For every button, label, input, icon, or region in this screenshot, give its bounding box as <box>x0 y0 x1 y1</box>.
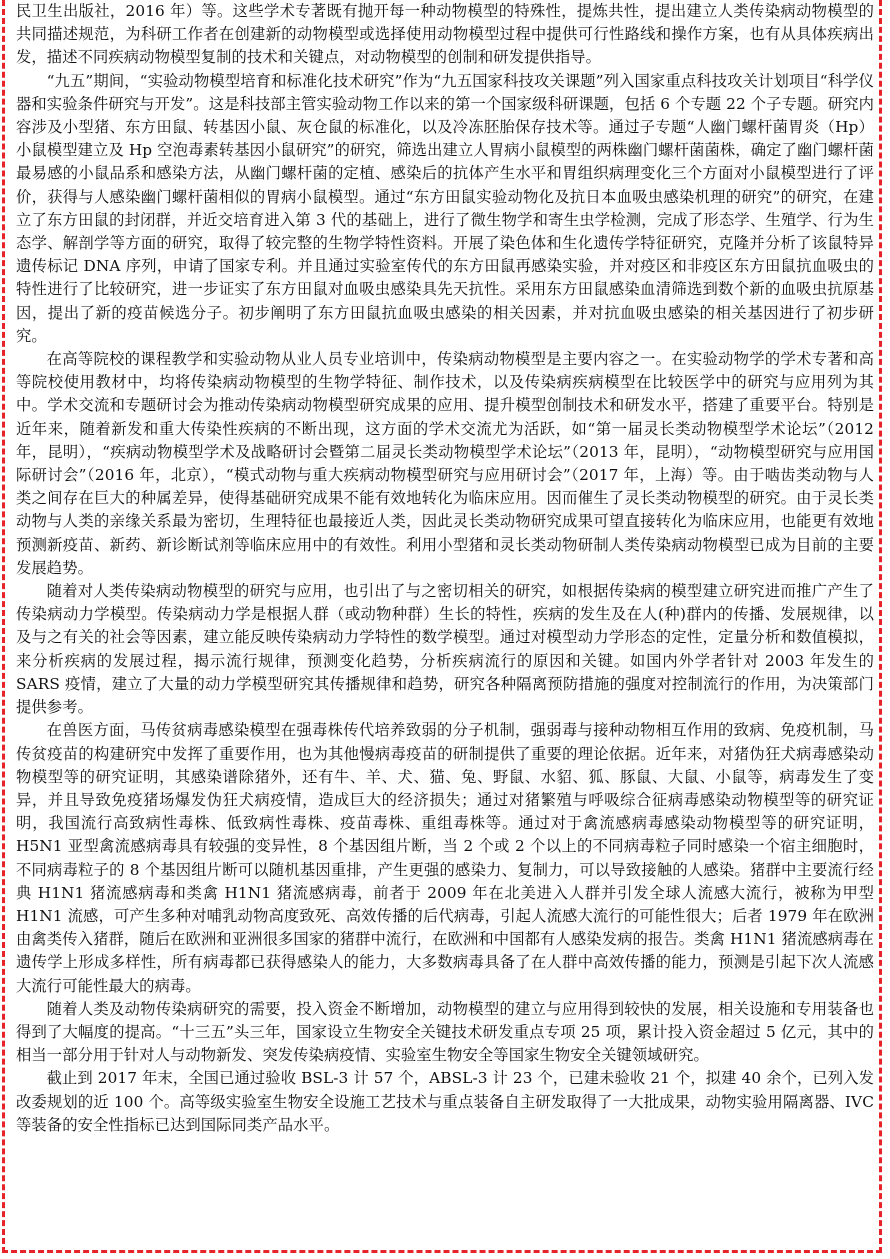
paragraph-education-and-forums: 在高等院校的课程教学和实验动物从业人员专业培训中，传染病动物模型是主要内容之一。在实验动物学的学术专著和高等院校使用教材中，均将传染病动物模型的生物学特征、制作技术，以及传染病疾病模型在比较医学中的研究与应用列为其中。学术交流和专题研讨会为推动传染病动物模型研究成果的应用、提升模型创制技术和研发水平，搭建了重要平台。特别是近年来，随着新发和重大传染性疾病的不断出现，这方面的学术交流尤为活跃，如“第一届灵长类动物模型学术论坛”（2012 年，昆明），“疾病动物模型学术及战略研讨会暨第二届灵长类动物模型学术论坛”（2013 年，昆明），“动物模型研究与应用国际研讨会”（2016 年，北京），“模式动物与重大疾病动物模型研究与应用研讨会”（2017 年，上海）等。由于啮齿类动物与人类之间存在巨大的种属差异，使得基础研究成果不能有效地转化为临床应用。因而催生了灵长类动物模型的研究。由于灵长类动物与人类的亲缘关系最为密切，生理特征也最接近人类，因此灵长类动物研究成果可望直接转化为临床应用，也能更有效地预测新疫苗、新药、新诊断试剂等临床应用中的有效性。利用小型猪和灵长类动物研制人类传染病动物模型已成为目前的主要发展趋势。 <box>16 350 874 577</box>
paragraph-dynamics-models: 随着对人类传染病动物模型的研究与应用，也引出了与之密切相关的研究，如根据传染病的模型建立研究进而推广产生了传染病动力学模型。传染病动力学是根据人群（或动物种群）生长的特性，疾病的发生及在人(种)群内的传播、发展规律，以及与之有关的社会等因素，建立能反映传染病动力学特性的数学模型。通过对模型动力学形态的定性，定量分析和数值模拟，来分析疾病的发展过程，揭示流行规律，预测变化趋势，分析疾病流行的原因和关键。如国内外学者针对 2003 年发生的 SARS 疫情，建立了大量的动力学模型研究其传播规律和趋势，研究各种隔离预防措施的强度对控制流行的作用，为决策部门提供参考。 <box>16 582 874 717</box>
paragraph-continuation: 民卫生出版社，2016 年）等。这些学术专著既有抛开每一种动物模型的特殊性，提炼共性，提出建立人类传染病动物模型的共同描述规范，为科研工作者在创建新的动物模型或选择使用动物模型过程中提供可行性路线和操作方案，也有从具体疾病出发，描述不同疾病动物模型复制的技术和关键点，对动物模型的创制和研发提供指导。 <box>16 2 874 67</box>
document-page <box>16 0 874 1250</box>
paragraph-biosafety-labs: 截止到 2017 年末，全国已通过验收 BSL-3 计 57 个，ABSL-3 计 23 个，已建未验收 21 个，拟建 40 余个，已列入发改委规划的近 100 个。高等级实验室生物安全设施工艺技术与重点装备自主研发取得了一大批成果，动物实验用隔离器、IVC 等装备的安全性指标已达到国际同类产品水平。 <box>16 1069 874 1134</box>
paragraph-veterinary: 在兽医方面，马传贫病毒感染模型在强毒株传代培养致弱的分子机制，强弱毒与接种动物相互作用的致病、免疫机制，马传贫疫苗的构建研究中发挥了重要作用，也为其他慢病毒疫苗的研制提供了重要的理论依据。近年来，对猪伪狂犬病毒感染动物模型等的研究证明，其感染谱除猪外，还有牛、羊、犬、猫、兔、野鼠、水貂、狐、豚鼠、大鼠、小鼠等，病毒发生了变异，并且导致免疫猪场爆发伪狂犬病疫情，造成巨大的经济损失；通过对猪繁殖与呼吸综合征病毒感染动物模型等的研究证明，我国流行高致病性毒株、低致病性毒株、疫苗毒株、重组毒株等。通过对于禽流感病毒感染动物模型等的研究证明，H5N1 亚型禽流感病毒具有较强的变异性，8 个基因组片断，当 2 个或 2 个以上的不同病毒粒子同时感染一个宿主细胞时，不同病毒粒子的 8 个基因组片断可以随机基因重排，产生更强的感染力、复制力，可以导致接触的人感染。猪群中主要流行经典 H1N1 猪流感病毒和类禽 H1N1 猪流感病毒，前者于 2009 年在北美进入人群并引发全球人流感大流行，被称为甲型 H1N1 流感，可产生多种对哺乳动物高度致死、高效传播的后代病毒，引起人流感大流行的可能性很大；后者 1979 年在欧洲由禽类传入猪群，随后在欧洲和亚洲很多国家的猪群中流行，在欧洲和中国都有人感染发病的报告。类禽 H1N1 猪流感病毒在遗传学上形成多样性，所有病毒都已获得感染人的能力，大多数病毒具备了在人群中高效传播的能力，预测是引起下次人流感大流行可能性最大的病毒。 <box>16 721 874 995</box>
paragraph-funding: 随着人类及动物传染病研究的需要，投入资金不断增加，动物模型的建立与应用得到较快的发展，相关设施和专用装备也得到了大幅度的提高。“十三五”头三年，国家设立生物安全关键技术研发重点专项 25 项，累计投入资金超过 5 亿元，其中的相当一部分用于针对人与动物新发、突发传染病疫情、实验室生物安全等国家生物安全关键领域研究。 <box>16 999 874 1065</box>
paragraph-ninth-five-year-plan: “九五”期间，“实验动物模型培育和标准化技术研究”作为“九五国家科技攻关课题”列入国家重点科技攻关计划项目“科学仪器和实验条件研究与开发”。这是科技部主管实验动物工作以来的第一个国家级科研课题，包括 6 个专题 22 个子专题。研究内容涉及小型猪、东方田鼠、转基因小鼠、灰仓鼠的标准化，以及冷冻胚胎保存技术等。通过子专题“人幽门螺杆菌胃炎（Hp）小鼠模型建立及 Hp 空泡毒素转基因小鼠研究”的研究，筛选出建立人胃病小鼠模型的两株幽门螺杆菌菌株，确定了幽门螺杆菌最易感的小鼠品系和感染方法，从幽门螺杆菌的定植、感染后的抗体产生水平和胃组织病理变化三个方面对小鼠模型进行了评价，获得与人感染幽门螺杆菌相似的胃病小鼠模型。通过“东方田鼠实验动物化及抗日本血吸虫感染机理的研究”的研究，在建立了东方田鼠的封闭群，并近交培育进入第 3 代的基础上，进行了微生物学和寄生虫学检测，完成了形态学、生殖学、行为生态学、解剖学等方面的研究，取得了较完整的生物学特性资料。开展了染色体和生化遗传学特征研究，克隆并分析了该鼠特异遗传标记 DNA 序列，申请了国家专利。并且通过实验室传代的东方田鼠再感染实验，并对疫区和非疫区东方田鼠抗血吸虫的特性进行了比较研究，进一步证实了东方田鼠对血吸虫感染具先天抗性。采用东方田鼠感染血清筛选到数个新的血吸虫抗原基因，提出了新的疫苗候选分子。初步阐明了东方田鼠抗血吸虫感染的相关因素，并对抗血吸虫感染的相关基因进行了初步研究。 <box>16 71 874 345</box>
